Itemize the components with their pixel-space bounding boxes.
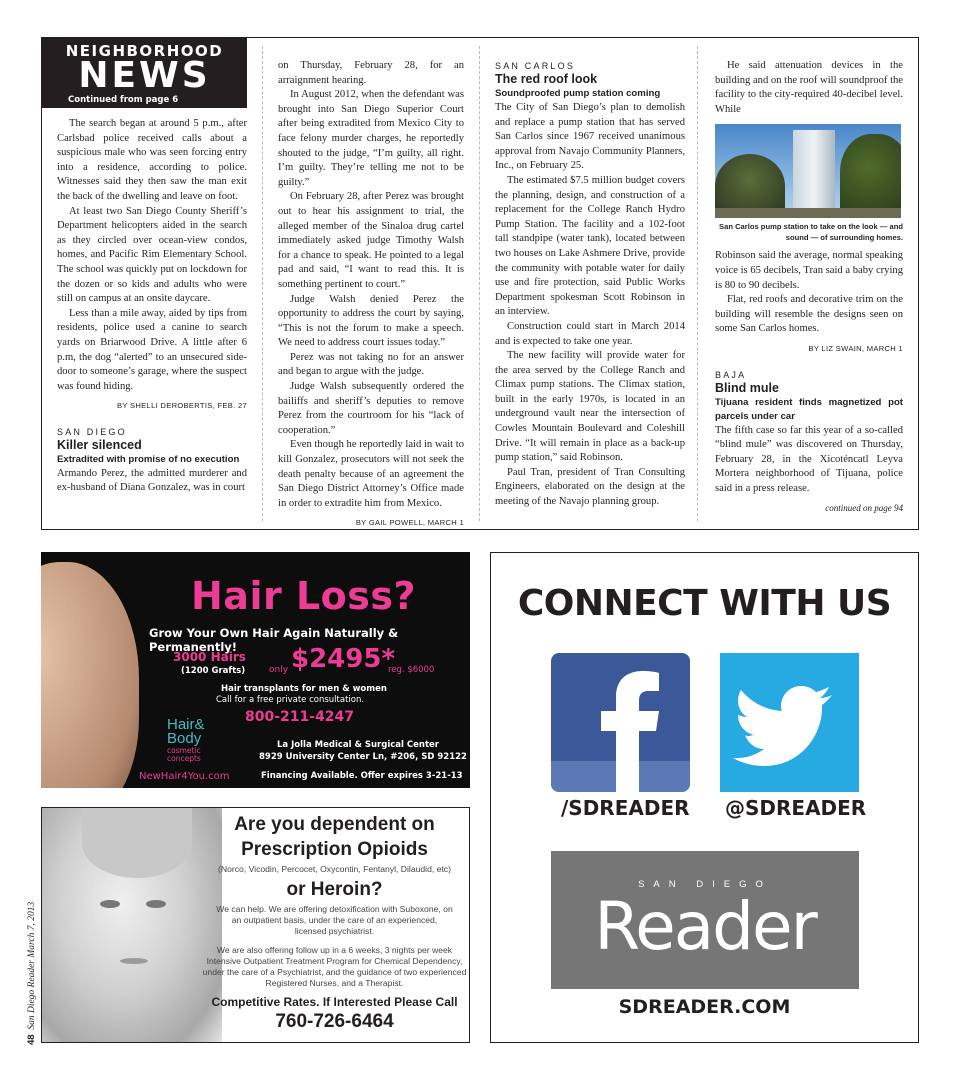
pump-station-photo bbox=[715, 124, 901, 218]
facebook-handle[interactable]: /SDREADER bbox=[561, 796, 690, 820]
page-number: 48 bbox=[26, 1034, 37, 1045]
only-label: only bbox=[269, 665, 289, 675]
san-diego-reader-logo bbox=[551, 851, 859, 989]
logo-text: Hair& bbox=[167, 716, 205, 733]
article-paragraph: Perez was not taking no for an answer and began to argue with the judge. bbox=[278, 351, 464, 378]
article-headline: The red roof look bbox=[495, 72, 598, 86]
article-paragraph: The City of San Diego’s plan to demolish and replace a pump station that has served San Carlos since 1967 received unanimous approval from Navajo Community Planners, Inc., on February 25. bbox=[495, 102, 685, 172]
publication-date: San Diego Reader March 7, 2013 bbox=[27, 901, 37, 1030]
grafts-count: (1200 Grafts) bbox=[181, 666, 246, 676]
article-deck: Extradited with promise of no execution bbox=[57, 453, 240, 465]
article-paragraph: Judge Walsh denied Perez the opportunity to address the court by saying, “This is not the forum to make a speech. We need to address court issues today.” bbox=[278, 293, 464, 349]
twitter-handle[interactable]: @SDREADER bbox=[725, 796, 867, 820]
news-column-4 bbox=[715, 59, 903, 529]
ad-body: We can help. We are offering detoxification with Suboxone, on an outpatient basis, under the care of an experienced, licensed psychiatrist. bbox=[216, 904, 453, 936]
masthead-line2: NEWS bbox=[78, 55, 211, 96]
photo-caption: San Carlos pump station to take on the look — and sound — of surrounding homes. bbox=[719, 222, 903, 243]
column-divider bbox=[262, 46, 263, 521]
ad-heading: Are you dependent on bbox=[234, 814, 435, 835]
ad-line: Hair transplants for men & women bbox=[221, 684, 387, 694]
clinic-name: La Jolla Medical & Surgical Center bbox=[277, 740, 439, 750]
logo-text: concepts bbox=[167, 754, 201, 763]
byline: BY GAIL POWELL, MARCH 1 bbox=[355, 518, 464, 528]
ad-title: Hair Loss? bbox=[191, 574, 417, 618]
connect-title: CONNECT WITH US bbox=[517, 583, 892, 624]
ad-heading: or Heroin? bbox=[286, 879, 383, 900]
news-column-2 bbox=[278, 59, 464, 529]
news-column-3 bbox=[495, 50, 685, 529]
article-headline: Killer silenced bbox=[57, 437, 142, 452]
logo-text: cosmetic bbox=[167, 746, 201, 755]
continued-on-link[interactable]: continued on page 94 bbox=[825, 502, 903, 513]
website-link[interactable]: NewHair4You.com bbox=[139, 771, 230, 782]
article-paragraph: Construction could start in March 2014 and is expected to take one year. bbox=[495, 320, 685, 347]
connect-with-us-ad bbox=[490, 552, 919, 1043]
article-paragraph: Robinson said the average, normal speaking voice is 65 decibels, Tran said a baby crying is 80 to 90 decibels. bbox=[715, 250, 904, 291]
hair-loss-ad[interactable] bbox=[41, 552, 470, 788]
masthead-line1: NEIGHBORHOOD bbox=[65, 42, 224, 60]
logo-name: Reader bbox=[594, 888, 816, 965]
section-kicker: BAJA bbox=[715, 369, 747, 380]
article-paragraph: He said attenuation devices in the building and on the roof will soundproof the facility to the city-required 40-decibel level. While bbox=[715, 60, 904, 115]
standpipe-tank bbox=[793, 130, 835, 218]
article-paragraph: Armando Perez, the admitted murderer and ex-husband of Diana Gonzalez, was in court bbox=[57, 467, 247, 494]
hair-body-logo-sub bbox=[167, 747, 201, 763]
hairs-count: 3000 Hairs bbox=[173, 650, 246, 664]
ad-body: We are also offering follow up in a 6 weeks, 3 nights per week Intensive Outpatient Treatment Program for Chemical Dependency, under the care of a Psychiatrist, and the guidance of two experienced Registered Nurses, and a Therapist. bbox=[202, 945, 467, 988]
article-paragraph: The search began at around 5 p.m., after Carlsbad police received calls about a suspicious male who was seen forcing entry into a residence, according to police. Witnesses said they then saw the man exit the back of the dwelling and leave on foot. bbox=[57, 118, 247, 202]
bald-head-image bbox=[41, 562, 139, 788]
logo-top-text: SAN DIEGO bbox=[638, 879, 772, 890]
article-paragraph: on Thursday, February 28, for an arraignment hearing. bbox=[278, 60, 464, 86]
neighborhood-news-section bbox=[41, 37, 919, 530]
hair-body-logo bbox=[167, 718, 205, 746]
phone-number[interactable]: 760-726-6464 bbox=[275, 1011, 394, 1032]
byline: BY LIZ SWAIN, MARCH 1 bbox=[808, 343, 903, 353]
article-deck: Tijuana resident finds magnetized pot parcels under car bbox=[715, 396, 903, 422]
section-kicker: SAN CARLOS bbox=[495, 61, 576, 71]
article-paragraph: At least two San Diego County Sheriff’s Department helicopters aided in the search as they circled over ocean-view condos, homes, and Pacific Rim Elementary School. The school was quickly put on lockdown for the dozen or so kids and adults who were still on campus at an onsite daycare. bbox=[57, 205, 247, 305]
article-paragraph: Even though he reportedly laid in wait to kill Gonzalez, prosecutors will not seek the death penalty because of an agreement the San Diego District Attorney’s Office made in order to extradite him from Mexico. bbox=[278, 439, 464, 509]
website-link[interactable]: SDREADER.COM bbox=[618, 996, 791, 1018]
article-paragraph: In August 2012, when the defendant was brought into San Diego Superior Court after being extradited from Mexico City to face felony murder charges, he reportedly shouted to the judge, “I’m guilty, all right. I’m guilty. They’re telling me not to be guilty.” bbox=[278, 89, 464, 188]
ad-copy bbox=[202, 812, 467, 1033]
facebook-icon[interactable] bbox=[551, 653, 690, 792]
column-divider bbox=[697, 46, 698, 521]
continued-label: Continued from page 6 bbox=[68, 95, 179, 105]
eye bbox=[100, 900, 120, 908]
price: $2495* bbox=[291, 644, 396, 674]
article-paragraph: On February 28, after Perez was brought out to hear his assignment to trial, the alleged member of the Sinaloa drug cartel immediately asked judge Timothy Walsh for a chance to speak. He pointed to a legal pad and said, “I want to read this. It is something pertinent to court.” bbox=[278, 191, 464, 290]
logo-text: Body bbox=[167, 730, 202, 747]
article-paragraph: The estimated $7.5 million budget covers the planning, design, and construction of a replacement for the College Ranch Hydro Pump Station. The facility and a 102-foot tall standpipe (water tank), located between two houses on Lake Ashmere Drive, provide the community with potable water for daily use and fire protection, said Public Works Department spokesman Scott Robinson in an interview. bbox=[495, 174, 685, 318]
column-divider bbox=[479, 46, 480, 521]
article-paragraph: Flat, red roofs and decorative trim on the building will resemble the designs seen on some San Carlos homes. bbox=[715, 294, 903, 335]
hair-shape bbox=[82, 808, 192, 878]
eye bbox=[146, 900, 166, 908]
rates-line: Competitive Rates. If Interested Please Call bbox=[211, 995, 458, 1009]
twitter-icon[interactable] bbox=[720, 653, 859, 792]
ad-heading: Prescription Opioids bbox=[241, 839, 428, 860]
ad-subtitle: Grow Your Own Hair Again Naturally & Permanently! bbox=[149, 626, 399, 654]
ground bbox=[715, 208, 901, 218]
article-paragraph: Paul Tran, president of Tran Consulting Engineers, elaborated on the design at the meeting of the Navajo planning group. bbox=[495, 466, 685, 508]
tree bbox=[840, 134, 901, 218]
article-paragraph: The new facility will provide water for the area served by the College Ranch and Climax pump stations. The Climax station, built in the early 1970s, is located in an underground vault near the intersection of Cowles Mountain Boulevard and Coleshill Drive. “It will remain in place as a back-up pump station,” said Robinson. bbox=[495, 350, 685, 464]
byline: BY SHELLI DEROBERTIS, FEB. 27 bbox=[117, 401, 247, 411]
article-headline: Blind mule bbox=[715, 380, 779, 395]
drug-list: (Norco, Vicodin, Percocet, Oxycontin, Fentanyl, Dilaudid, etc) bbox=[218, 864, 451, 874]
article-deck: Soundproofed pump station coming bbox=[495, 88, 661, 99]
news-column-1 bbox=[42, 38, 247, 529]
neighborhood-news-masthead bbox=[42, 38, 247, 108]
ad-line: Call for a free private consultation. bbox=[216, 695, 365, 705]
opioid-treatment-ad[interactable] bbox=[41, 807, 470, 1043]
mouth bbox=[120, 958, 148, 964]
page-folio bbox=[25, 885, 39, 1045]
phone-number[interactable]: 800-211-4247 bbox=[245, 709, 355, 725]
regular-price: reg. $6000 bbox=[388, 665, 435, 675]
clinic-address: 8929 University Center Ln, #206, SD 92122 bbox=[259, 752, 467, 762]
article-paragraph: The fifth case so far this year of a so-called “blind mule” was discovered on Thursday, February 28, in the Xicoténcatl Leyva Mortera neighborhood of Tijuana, police said in a press release. bbox=[715, 424, 903, 494]
article-paragraph: Judge Walsh subsequently ordered the bailiffs and sheriff’s deputies to remove Perez from the courtroom for his “lack of cooperation.” bbox=[278, 381, 464, 436]
section-kicker: SAN DIEGO bbox=[57, 426, 127, 437]
face-photo bbox=[41, 808, 222, 1043]
folio-text bbox=[26, 902, 37, 1045]
article-paragraph: Less than a mile away, aided by tips from residents, police used a canine to search yards on Briarwood Drive. A little after 6 p.m, the dog “alerted” to an unsecured side-door to someone’s garage, where the suspect was found hiding. bbox=[57, 307, 247, 392]
financing-note: Financing Available. Offer expires 3-21-13 bbox=[261, 771, 463, 781]
